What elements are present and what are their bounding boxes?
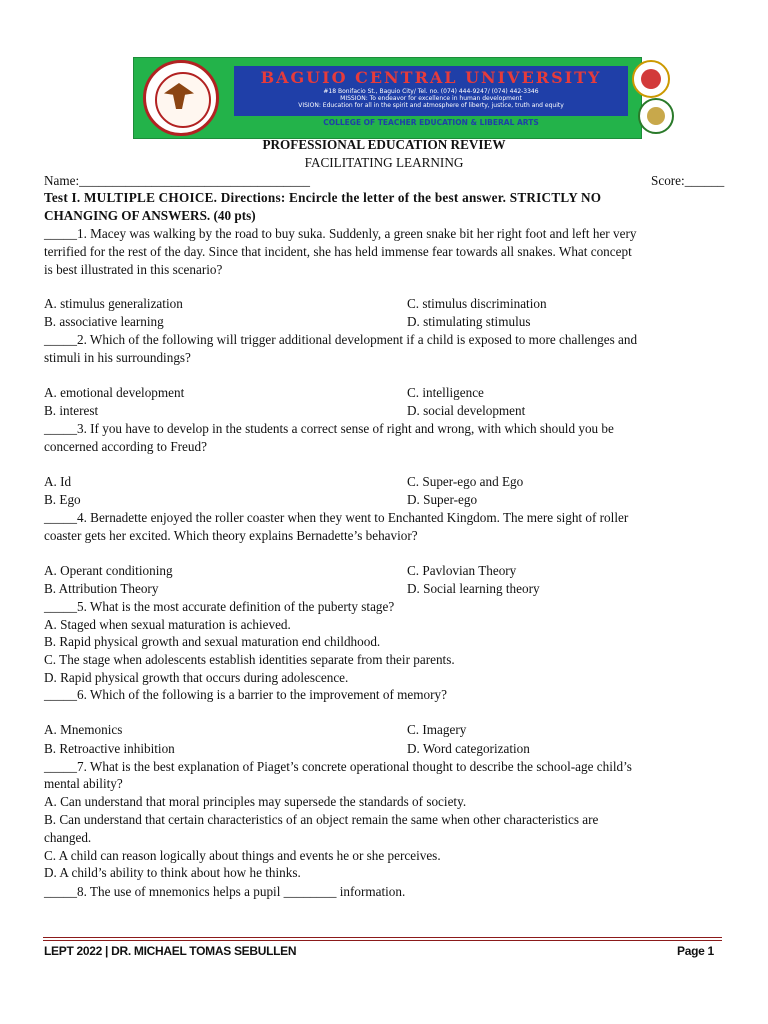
question-5-option-c[interactable]: C. The stage when adolescents establish identities separate from their parents. [44, 652, 455, 667]
question-6-option-c[interactable]: C. Imagery [407, 722, 467, 737]
question-2-option-d[interactable]: D. social development [407, 403, 526, 418]
question-4-option-c[interactable]: C. Pavlovian Theory [407, 563, 517, 578]
question-1-line-2: terrified for the rest of the day. Since that incident, she has held immense fear towards all snakes. What concept [44, 244, 632, 259]
banner-text-panel [234, 66, 628, 130]
footer-divider-thin [43, 940, 722, 941]
question-4-line-2: coaster gets her excited. Which theory explains Bernadette’s behavior? [44, 528, 418, 543]
university-name: BAGUIO CENTRAL UNIVERSITY [260, 68, 602, 87]
question-7-option-d[interactable]: D. A child’s ability to think about how he thinks. [44, 865, 301, 880]
university-mission: MISSION: To endeavor for excellence in human development [340, 95, 522, 102]
score-field-label: Score:______ [651, 173, 725, 188]
question-5-option-d[interactable]: D. Rapid physical growth that occurs during adolescence. [44, 670, 349, 685]
question-3-option-c[interactable]: C. Super-ego and Ego [407, 474, 524, 489]
question-2-option-b[interactable]: B. interest [44, 403, 99, 418]
question-7-option-c[interactable]: C. A child can reason logically about things and events he or she perceives. [44, 848, 441, 863]
question-1-option-d[interactable]: D. stimulating stimulus [407, 314, 531, 329]
question-1-option-b[interactable]: B. associative learning [44, 314, 164, 329]
question-5-option-b[interactable]: B. Rapid physical growth and sexual maturation end childhood. [44, 634, 381, 649]
header-banner [133, 57, 642, 139]
question-1-option-a[interactable]: A. stimulus generalization [44, 296, 183, 311]
university-vision: VISION: Education for all in the spirit and atmosphere of liberty, justice, truth and equity [298, 102, 564, 109]
question-6-option-b[interactable]: B. Retroactive inhibition [44, 741, 175, 756]
question-8-line-1: _____8. The use of mnemonics helps a pupil ________ information. [44, 884, 406, 899]
question-1-option-c[interactable]: C. stimulus discrimination [407, 296, 547, 311]
question-2-line-1: _____2. Which of the following will trigger additional development if a child is exposed to more challenges and [44, 332, 638, 347]
question-3-option-d[interactable]: D. Super-ego [407, 492, 478, 507]
question-7-option-b-cont: changed. [44, 830, 92, 845]
college-name: COLLEGE OF TEACHER EDUCATION & LIBERAL ARTS [234, 116, 628, 130]
question-3-line-2: concerned according to Freud? [44, 439, 207, 454]
directions-line-1: Test I. MULTIPLE CHOICE. Directions: Encircle the letter of the best answer. STRICTLY NO [44, 190, 602, 205]
page-subtitle: FACILITATING LEARNING [304, 155, 464, 170]
question-2-line-2: stimuli in his surroundings? [44, 350, 191, 365]
college-logo-bottom [638, 98, 674, 134]
page-number: Page 1 [677, 944, 714, 958]
question-2-option-c[interactable]: C. intelligence [407, 385, 484, 400]
question-4-option-a[interactable]: A. Operant conditioning [44, 563, 173, 578]
footer-credit: LEPT 2022 | DR. MICHAEL TOMAS SEBULLEN [44, 944, 297, 958]
question-7-line-1: _____7. What is the best explanation of Piaget’s concrete operational thought to describe the school-age child’s [44, 759, 632, 774]
question-1-line-3: is best illustrated in this scenario? [44, 262, 223, 277]
question-7-line-2: mental ability? [44, 776, 123, 791]
question-3-line-1: _____3. If you have to develop in the students a correct sense of right and wrong, with which should you be [44, 421, 614, 436]
question-6-line-1: _____6. Which of the following is a barrier to the improvement of memory? [44, 687, 447, 702]
name-field-label: Name:___________________________________ [44, 173, 310, 188]
question-5-option-a[interactable]: A. Staged when sexual maturation is achieved. [44, 617, 291, 632]
directions-line-2: CHANGING OF ANSWERS. (40 pts) [44, 208, 256, 223]
college-logo-top [632, 60, 670, 98]
question-6-option-d[interactable]: D. Word categorization [407, 741, 530, 756]
question-2-option-a[interactable]: A. emotional development [44, 385, 185, 400]
page-title: PROFESSIONAL EDUCATION REVIEW [262, 137, 506, 152]
question-4-option-b[interactable]: B. Attribution Theory [44, 581, 159, 596]
university-seal-logo [143, 60, 219, 136]
question-6-option-a[interactable]: A. Mnemonics [44, 722, 123, 737]
university-address: #18 Bonifacio St., Baguio City/ Tel. no. (074) 444-9247/ (074) 442-3346 [323, 88, 539, 95]
question-4-line-1: _____4. Bernadette enjoyed the roller coaster when they went to Enchanted Kingdom. The mere sight of roller [44, 510, 629, 525]
footer-divider [43, 937, 722, 938]
question-3-option-a[interactable]: A. Id [44, 474, 72, 489]
question-4-option-d[interactable]: D. Social learning theory [407, 581, 540, 596]
question-5-line-1: _____5. What is the most accurate definition of the puberty stage? [44, 599, 395, 614]
question-7-option-b[interactable]: B. Can understand that certain characteristics of an object remain the same when other characteristics are [44, 812, 599, 827]
question-7-option-a[interactable]: A. Can understand that moral principles may supersede the standards of society. [44, 794, 467, 809]
question-3-option-b[interactable]: B. Ego [44, 492, 81, 507]
question-1-line-1: _____1. Macey was walking by the road to buy suka. Suddenly, a green snake bit her right foot and left her very [44, 226, 637, 241]
